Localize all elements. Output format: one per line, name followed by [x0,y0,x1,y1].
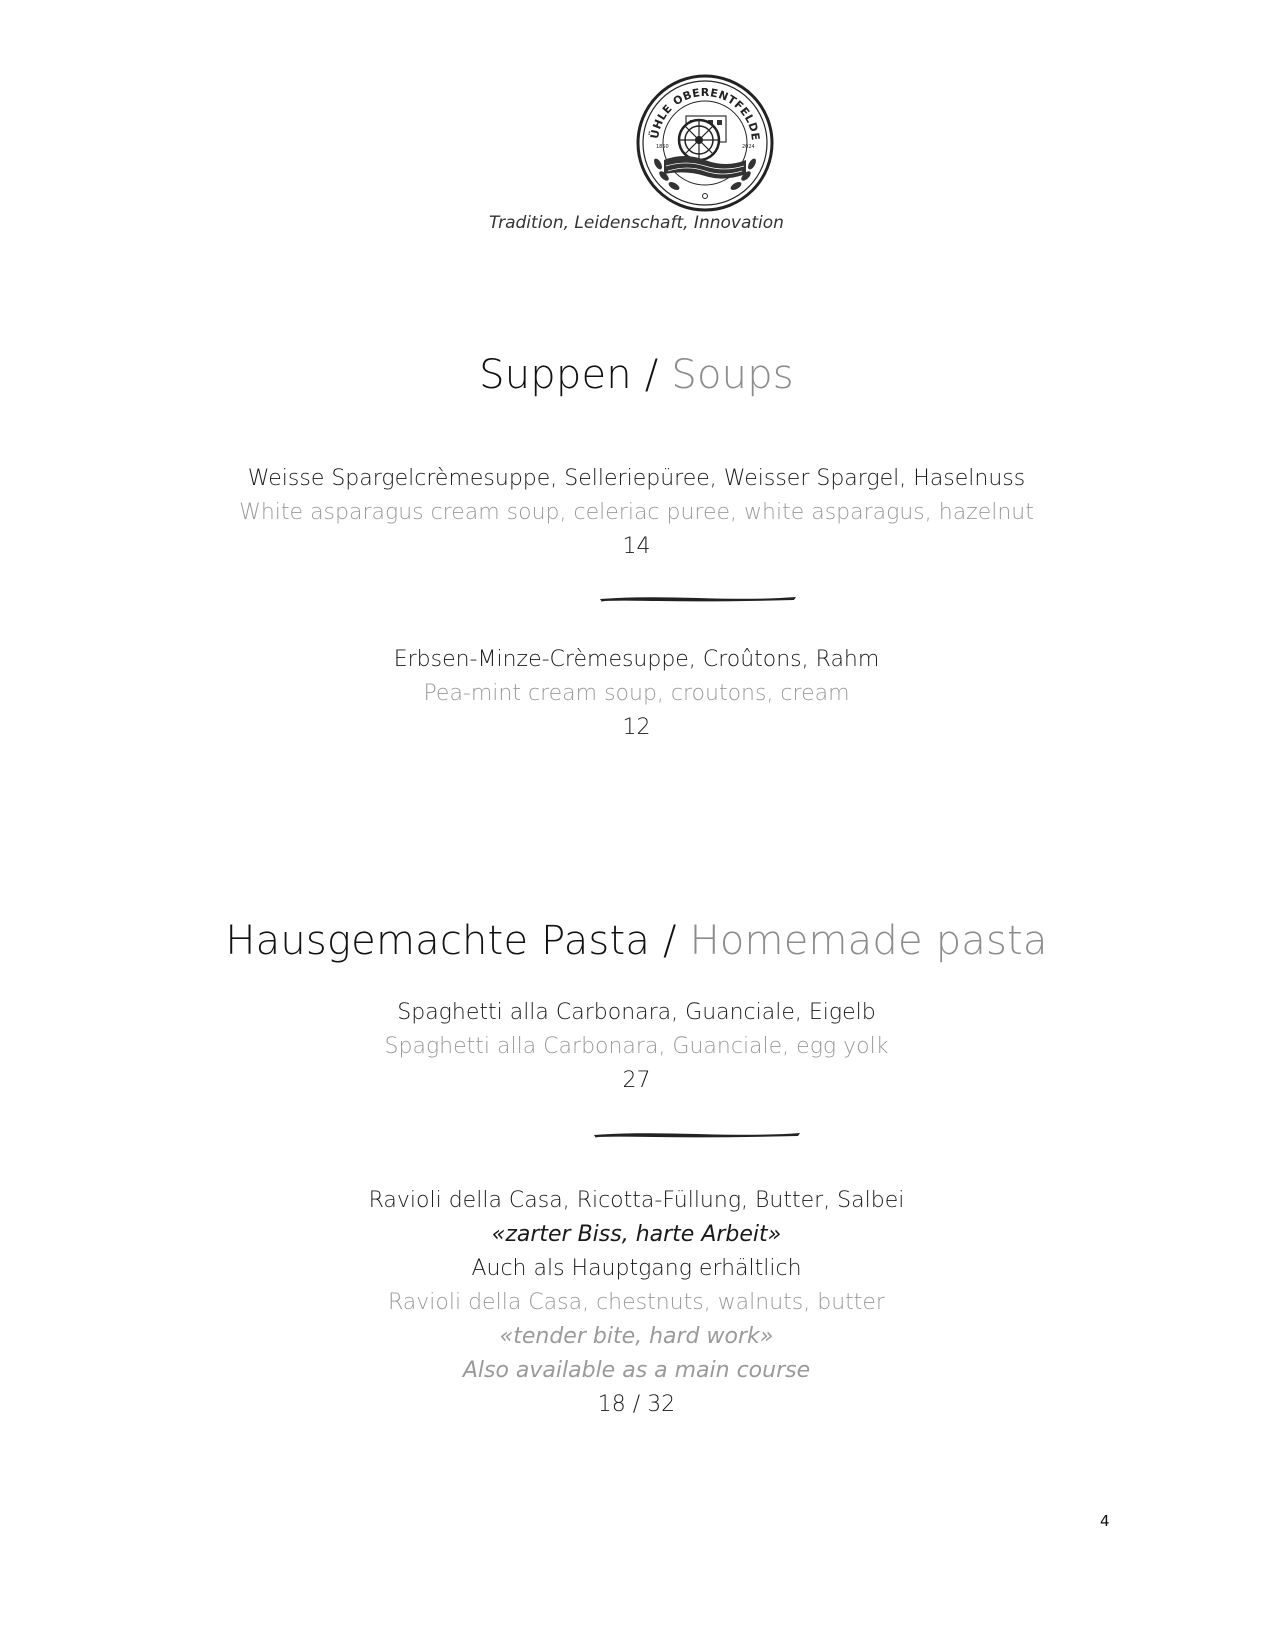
heading-separator: / [662,918,677,964]
menu-item-price: 14 [622,534,651,559]
menu-item-price: 12 [622,715,651,740]
logo [634,72,776,214]
logo-badge [634,72,776,214]
menu-item-quote-de: «zarter Biss, harte Arbeit» [491,1222,782,1247]
logo-year-right: 2024 [742,144,755,150]
menu-item-note-en: Also available as a main course [462,1358,811,1383]
logo-year-left: 1850 [656,144,669,150]
heading-de: Hausgemachte Pasta [225,918,651,964]
menu-item-de: Erbsen-Minze-Crèmesuppe, Croûtons, Rahm [393,647,880,672]
menu-item-de: Weisse Spargelcrèmesuppe, Selleriepüree, Weisser Spargel, Haselnuss [247,466,1026,491]
section-heading-pasta [0,918,1273,964]
menu-item-price: 18 / 32 [597,1392,676,1417]
brush-divider [598,592,798,606]
menu-item-de: Spaghetti alla Carbonara, Guanciale, Eigelb [397,1000,876,1025]
heading-en: Soups [671,352,794,398]
menu-item-de: Ravioli della Casa, Ricotta-Füllung, Butter, Salbei [368,1188,905,1213]
menu-item-price: 27 [622,1068,651,1093]
logo-text: ÜHLE OBERENTFELDE [648,85,763,142]
menu-item-en: Ravioli della Casa, chestnuts, walnuts, butter [388,1290,885,1315]
brush-divider [592,1128,802,1142]
heading-separator: / [644,352,659,398]
menu-item-en: White asparagus cream soup, celeriac puree, white asparagus, hazelnut [239,500,1034,525]
menu-item-en: Spaghetti alla Carbonara, Guanciale, egg yolk [384,1034,889,1059]
menu-item-en: Pea-mint cream soup, croutons, cream [423,681,850,706]
page-number: 4 [1100,1512,1110,1530]
section-heading-soups [0,352,1273,398]
tagline: Tradition, Leidenschaft, Innovation [489,213,784,233]
menu-item-note-de: Auch als Hauptgang erhältlich [471,1256,802,1281]
menu-item-quote-en: «tender bite, hard work» [499,1324,774,1349]
heading-de: Suppen [479,352,632,398]
heading-en: Homemade pasta [689,918,1048,964]
